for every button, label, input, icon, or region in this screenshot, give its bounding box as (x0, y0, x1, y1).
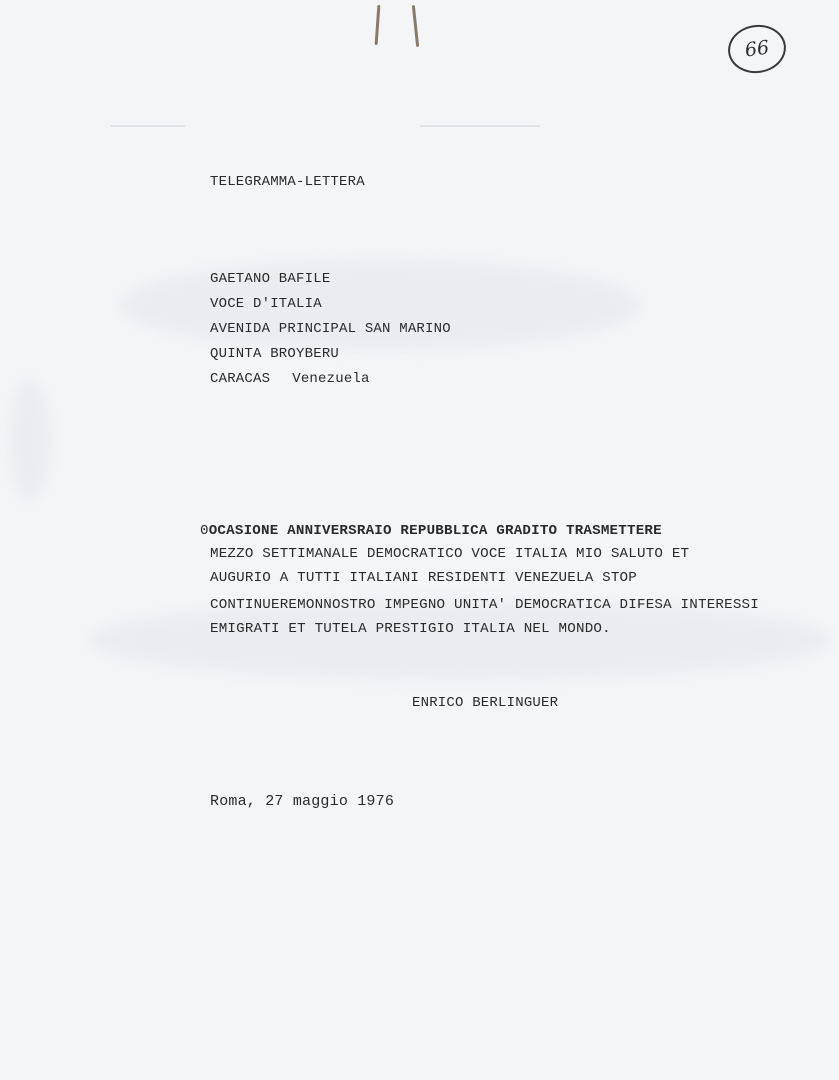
staple-mark (412, 5, 419, 47)
bleed-line (420, 125, 540, 127)
scan-smudge (10, 380, 50, 500)
message-line-5: EMIGRATI ET TUTELA PRESTIGIO ITALIA NEL MONDO. (210, 621, 611, 637)
recipient-building: QUINTA BROYBERU (210, 346, 340, 362)
recipient-city: CARACAS (210, 371, 271, 387)
staple-mark (375, 5, 381, 45)
message-line-1 (200, 523, 662, 539)
handwritten-correction: 0 (200, 523, 209, 539)
message-line-4: CONTINUEREMONNOSTRO IMPEGNO UNITA' DEMOCRATICA DIFESA INTERESSI (210, 597, 759, 613)
document-heading: TELEGRAMMA-LETTERA (210, 174, 365, 190)
date-line: Roma, 27 maggio 1976 (210, 793, 395, 810)
message-line-3: AUGURIO A TUTTI ITALIANI RESIDENTI VENEZUELA STOP (210, 570, 637, 586)
recipient-publication: VOCE D'ITALIA (210, 296, 322, 312)
recipient-street: AVENIDA PRINCIPAL SAN MARINO (210, 321, 451, 337)
recipient-city-line (210, 371, 370, 387)
page-number-stamp (725, 21, 789, 77)
message-line-1-text: OCASIONE ANNIVERSRAIO REPUBBLICA GRADITO TRASMETTERE (208, 523, 662, 539)
recipient-name: GAETANO BAFILE (210, 271, 331, 287)
recipient-country: Venezuela (292, 371, 370, 387)
message-line-2: MEZZO SETTIMANALE DEMOCRATICO VOCE ITALIA MIO SALUTO ET (210, 546, 690, 562)
page-number: 66 (743, 36, 771, 62)
bleed-line (110, 125, 185, 127)
signature: ENRICO BERLINGUER (412, 695, 559, 711)
